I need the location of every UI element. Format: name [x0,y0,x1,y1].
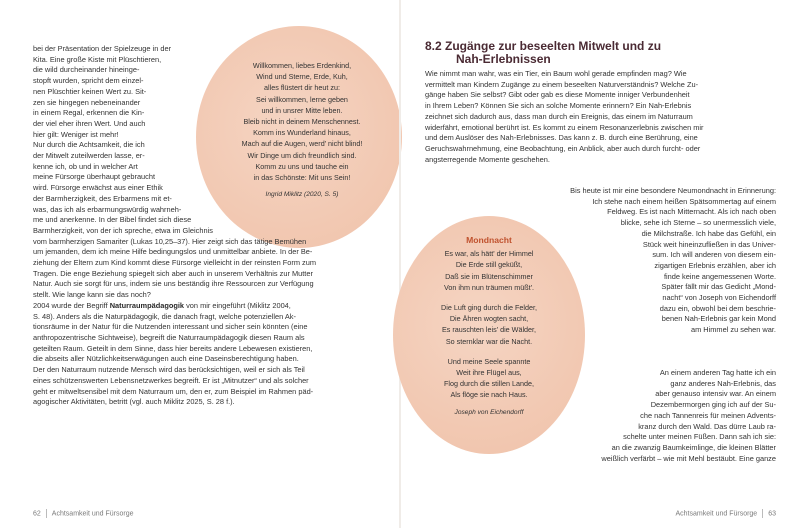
text-line: blicke, sehe ich Sterne – so unermesslich viele, [620,218,776,228]
text-line: zigartigen Erlebnis erzählen, aber ich [654,260,776,270]
poem-stanza [405,356,573,401]
text-line: Der den Naturraum nutzende Mensch wird das berücksichtigen, weil er sich als Teil [33,365,305,375]
text-line: An einem anderen Tag hatte ich ein [659,368,776,377]
left-page [0,0,399,528]
text-line: aber genauso intensiv war. An einem [655,389,776,399]
left-poem [212,60,392,200]
poem-line: Weit ihre Flügel aus, [456,368,522,378]
text-line: Später fällt mir das Gedicht „Mond- [661,282,776,292]
poem-line: Die Ähren wogten sacht, [449,314,529,324]
section-heading [425,40,661,66]
text-line: kenne ich, ob und in welcher Art [33,161,138,171]
text-line: che nach Tannenreis für meinen Advents- [640,410,776,420]
text-line: stellt. Wie lange kann sie das noch? [33,290,151,300]
text-line: Stück weit hineinzufließen in das Univer- [642,239,776,249]
text-line: zen sie hingegen nebeneinander [33,97,141,107]
text-line: Ich stehe nach einem heißen Spätsommertag auf einem [592,196,776,206]
text-line: ziehung der Eltern zum Kind kommt diese Fürsorge vielleicht in der reinsten Form zum [33,258,317,268]
text-line: finde keine angemessenen Worte. [663,271,776,281]
text-line: ganz anderes Nah-Erlebnis, das [670,378,776,388]
text-line: Feldweg. Es ist nach Mitternacht. Als ich nach oben [607,207,776,217]
text-line: tionsräume in der Natur für die Nutzenden interessant und sicher sein könnten (eine [33,322,308,332]
text-line: eines schützenswerten Lebensnetzwerkes begreift. Er ist „Mitnutzer“ und als solcher [33,375,309,385]
text-line: benen Nah-Erlebnis gar kein Mond [661,314,776,324]
footer-divider [46,509,47,518]
text-line: kranz durch den Wald. Das dürre Laub ra- [638,421,776,431]
poem-author: Ingrid Miklitz (2020, S. 5) [265,191,339,199]
text-line: zeichnet sich dadurch aus, dass man durch ein Ereignis, das einem im Naturraum [425,111,693,121]
poem-title: Mondnacht [466,235,512,245]
poem-line: Die Luft ging durch die Felder, [441,303,537,313]
text-line: hier gilt: Weniger ist mehr! [33,129,119,139]
poem-line: Bleib nicht in deinem Menschennest. [243,117,361,127]
right-paragraph-2 [570,186,776,336]
text-line: widerfährt, emotional berührt ist. Es kommt zu einem Resonanzerlebnis zwischen mir [425,122,704,132]
text-line: Dezembermorgen ging ich auf der Su- [650,400,776,410]
footer-section: Achtsamkeit und Fürsorge [51,510,134,518]
poem-line: Und meine Seele spannte [447,356,531,366]
text-line: agogischer Aktivitäten, betritt (vgl. auch Miklitz 2025, S. 28 f.). [33,397,235,407]
poem-line: Die Erde still geküßt, [455,260,523,270]
text-line: was, das ich als erbarmungswürdig wahrneh- [33,204,182,214]
text-line: anthropozentrische Sichtweise), begreift die Naturraumpädagogik diesen Raum als [33,332,305,342]
text-line: vermittelt man Kindern Zugänge zu einem beseelten Naturverständnis? Welche Zu- [425,79,699,89]
text-line: der Barmherzigkeit, des Erbarmens mit et- [33,193,172,203]
text-line: meine Fürsorge überhaupt gebraucht [33,172,156,182]
poem-line: Daß sie im Blütenschimmer [445,271,533,281]
poem-line: Komm zu uns und tauche ein [255,161,349,171]
text-line: bei der Präsentation der Spielzeuge in der [33,44,172,53]
text-line: S. 48). Anders als die Naturpädagogik, die danach fragt, welche potenziellen Ak- [33,311,296,321]
text-line: Kita. Eine große Kiste mit Plüschtieren, [33,54,162,64]
text-line: Wie nimmt man wahr, was ein Tier, ein Baum wohl gerade empfinden mag? Wie [425,69,687,78]
mondnacht-poem [405,235,573,418]
right-paragraph-3 [601,368,776,464]
right-footer [676,509,777,518]
text-line: Nur durch die Achtsamkeit, die ich [33,140,145,150]
poem-line: Von ihm nun träumen müßt'. [443,282,535,292]
poem-line: So sternklar war die Nacht. [445,336,533,346]
text-line: sum. Ich will anderen von diesem ein- [652,250,776,260]
text-line: weißlich verfärbt – wie mit Mehl bestäubt. Eine ganze [601,453,776,463]
text-line: in Ihrem Leben? Können Sie sich an solche Momente erinnern? Ein Nah-Erlebnis [425,101,692,111]
text-line: geht er mitweltsensibel mit dem Naturraum um, den er, zum Beispiel im Rahmen päd- [33,386,314,396]
text-line: Geruchswahrnehmung, eine Beobachtung, ein Anblick, aber auch durch furcht- oder [425,143,701,153]
page-number: 63 [768,510,776,518]
text-line: gänge haben Sie selbst? Gibt oder gab es diese Momente inniger Verbundenheit [425,90,690,100]
poem-line: und in unsrer Mitte leben. [261,105,343,115]
poem-line: Mach auf die Augen, werd' nicht blind! [241,139,363,149]
page-number: 62 [33,510,41,518]
text-line: nen Plüschtier keinen Wert zu. Sit- [33,86,147,96]
poem-stanza [405,302,573,347]
footer-divider [762,509,763,518]
poem-line: Wind und Sterne, Erde, Kuh, [256,72,348,82]
text-line: Bis heute ist mir eine besondere Neumondnacht in Erinnerung: [570,186,776,195]
heading-line: 8.2 Zugänge zur beseelten Mitwelt und zu [425,39,662,53]
right-paragraph-1 [425,69,704,165]
text-line: Tragen. Die enge Beziehung spiegelt sich aber auch in unserem Verhältnis zur Mutter [33,268,313,278]
text-line: schelte unter meinen Füßen. Dann sah ich sie: [623,432,776,442]
text-line: der Mitwelt zuteilwerden lasse, er- [33,151,145,161]
poem-line: Komm ins Wunderland hinaus, [253,128,351,138]
text-line: dazu ein, obwohl bei dem beschrie- [659,303,776,313]
poem-line: alles flüstert dir heut zu: [264,83,340,93]
text-line: Natur. Auch sie sorgt für uns, indem sie uns beständig ihre Ressourcen zur Verfügung [33,279,314,289]
text-line: geteilten Raum. Geteilt in dem Sinne, dass hier bereits andere Lebewesen existieren, [33,343,313,353]
poem-line: Es rauschten leis' die Wälder, [441,325,537,335]
footer-section: Achtsamkeit und Fürsorge [675,510,758,518]
text-line: an die zwanzig Baumkeimlinge, die kleinen Blätter [611,442,776,452]
poem-line: Als flöge sie nach Haus. [450,390,528,400]
left-footer [33,509,134,518]
poem-line: Wir Dinge um dich freundlich sind. [247,150,357,160]
poem-stanza [405,248,573,293]
text-line: angsterregende Momente geschehen. [425,154,550,164]
poem-line: in das Schönste: Mit uns Sein! [253,173,351,183]
text-line: der viel eher ihren Wert. Und auch [33,118,146,128]
poem-line: Willkommen, liebes Erdenkind, [252,61,352,70]
right-page [401,0,800,528]
heading-line: Nah-Erlebnissen [456,52,551,66]
keyword: Naturraumpädagogik [109,300,185,310]
poem-line: Sei willkommen, lerne geben [256,94,348,104]
text-line: Barmherzigkeit, von der ich spreche, etwa im Gleichnis [33,225,213,235]
text-line: und dem Auslöser des Nah-Erlebnisses. Das kann z. B. durch eine Berührung, eine [425,133,698,143]
text-line: vom barmherzigen Samariter (Lukas 10,25–37). Hier zeigt sich das tätige Bemühen [33,236,307,246]
poem-author: Joseph von Eichendorff [454,408,524,416]
text-line: nacht“ von Joseph von Eichendorff [662,293,776,303]
text-line: die abseits aller Nützlichkeitserwägungen auch eine Daseinsberechtigung haben. [33,354,299,364]
text-line: am Himmel zu sehen war. [690,325,776,335]
text-line: 2004 wurde der Begriff Naturraumpädagogik von mir eingeführt (Miklitz 2004, [33,300,291,310]
text-line: me und anerkenne. In der Bibel findet sich diese [33,215,192,225]
poem-line: Es war, als hätt' der Himmel [444,249,534,259]
text-line: um jemanden, dem ich meine Hilfe bedingungslos und unmittelbar anbiete. In der Be- [33,247,313,257]
text-line: wird. Fürsorge erwächst aus einer Ethik [33,183,163,193]
text-line: die Milchstraße. Ich habe das Gefühl, ein [641,228,776,238]
text-line: stopft wurden, spricht dem einzel- [33,76,144,86]
text-line: die wild durcheinander hineinge- [33,65,140,75]
text-line: in einem Regal, erkennen die Kin- [33,108,145,118]
poem-line: Flog durch die stillen Lande, [444,379,534,389]
